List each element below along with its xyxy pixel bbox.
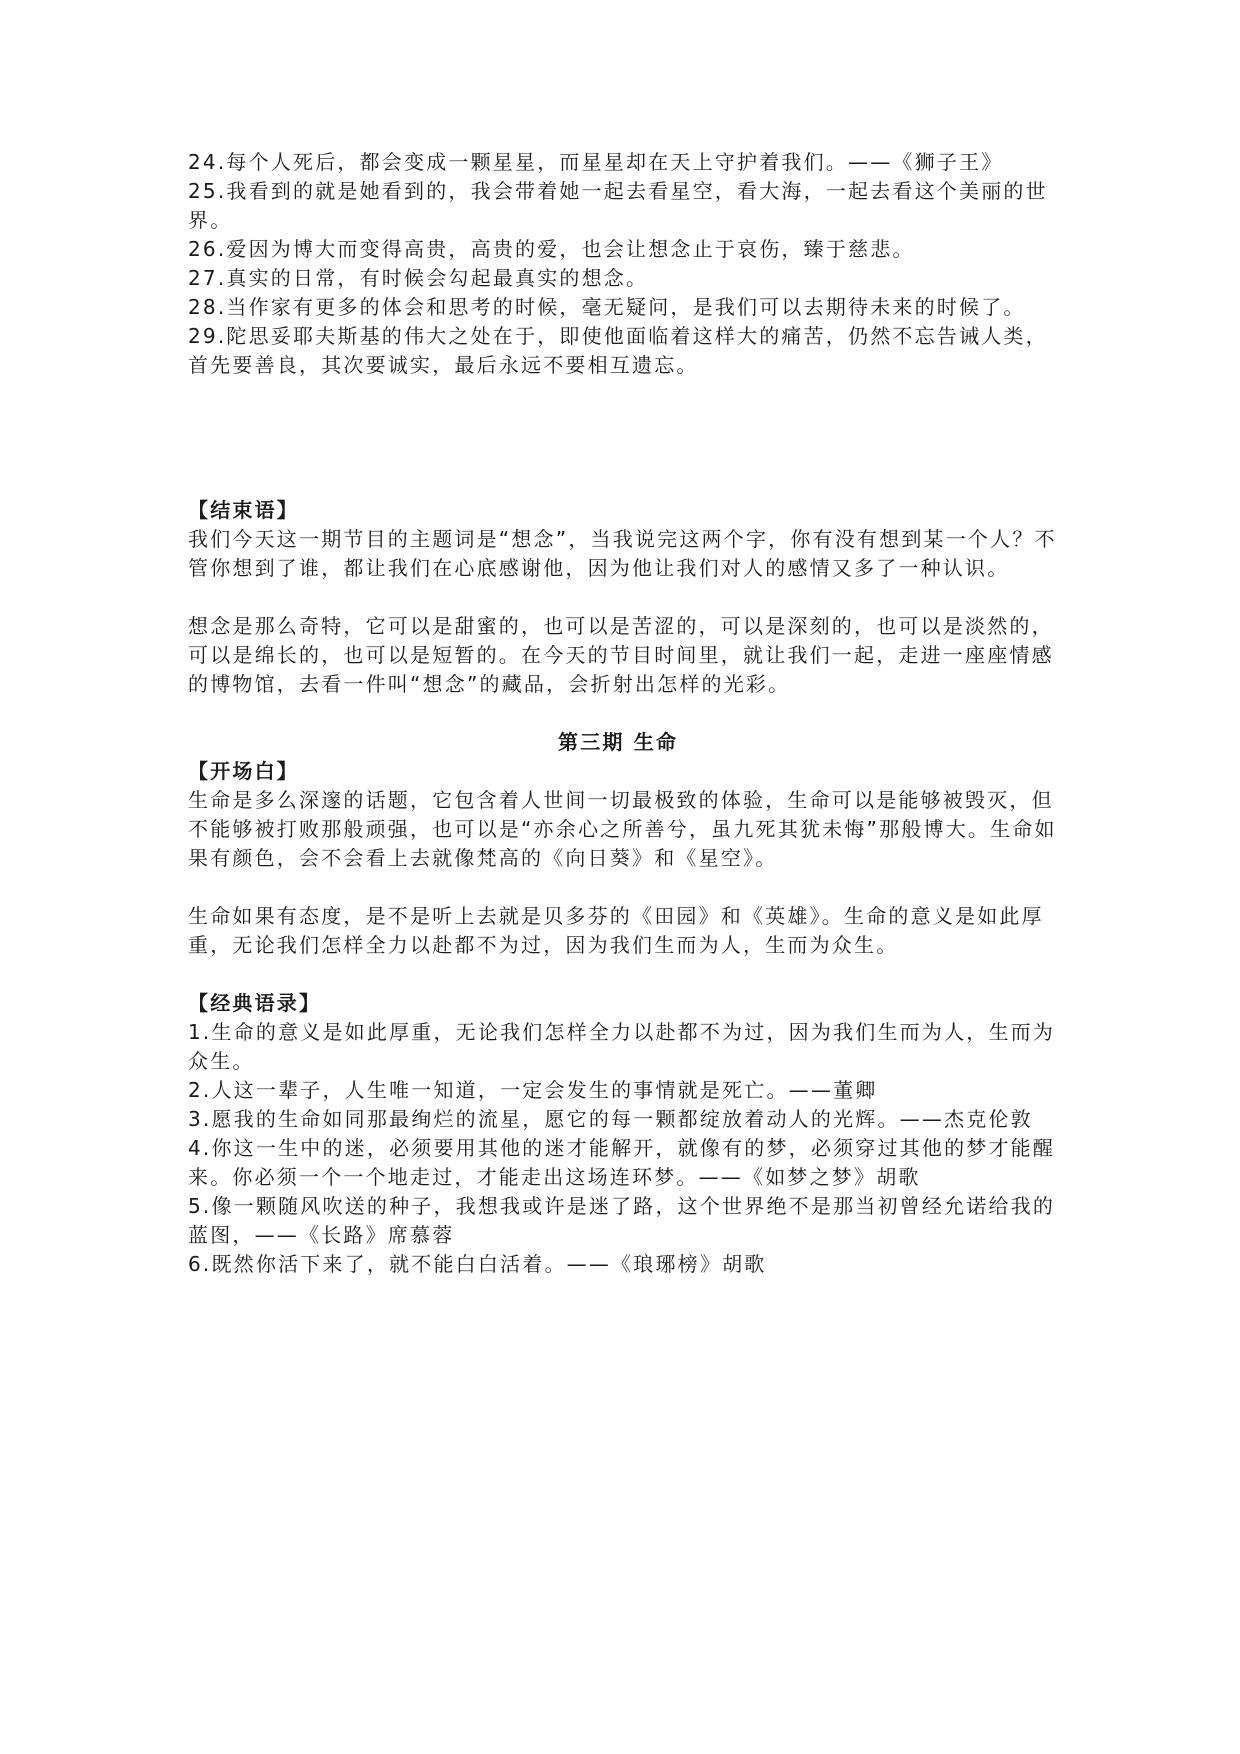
episode-title: 第三期 生命 (558, 730, 679, 754)
closing-paragraph: 我们今天这一期节目的主题词是“想念”，当我说完这两个字，你有没有想到某一个人？不管你想到了谁，都让我们在心底感谢他，因为他让我们对人的感情又多了一种认识。 (188, 527, 1057, 580)
opening-paragraph: 生命如果有态度，是不是听上去就是贝多芬的《田园》和《英雄》。生命的意义是如此厚重，无论我们怎样全力以赴都不为过，因为我们生而为人，生而为众生。 (188, 904, 1044, 957)
document-page (188, 148, 1058, 1279)
quote-item: 4.你这一生中的迷，必须要用其他的迷才能解开，就像有的梦，必须穿过其他的梦才能醒来。你必须一个一个地走过，才能走出这场连环梦。——《如梦之梦》胡歌 (188, 1136, 1056, 1189)
quote-item: 6.既然你活下来了，就不能白白活着。——《琅琊榜》胡歌 (188, 1252, 767, 1276)
spacer (188, 583, 1058, 612)
quote-item: 1.生命的意义是如此厚重，无论我们怎样全力以赴都不为过，因为我们生而为人，生而为众生。 (188, 1020, 1056, 1073)
spacer (188, 960, 1058, 989)
quote-item: 24.每个人死后，都会变成一颗星星，而星星却在天上守护着我们。——《狮子王》 (188, 150, 1004, 174)
quote-item: 28.当作家有更多的体会和思考的时候，毫无疑问，是我们可以去期待未来的时候了。 (188, 295, 1026, 319)
quote-item: 5.像一颗随风吹送的种子，我想我或许是迷了路，这个世界绝不是那当初曾经允诺给我的蓝图，——《长路》席慕蓉 (188, 1194, 1056, 1247)
quote-item: 3.愿我的生命如同那最绚烂的流星，愿它的每一颗都绽放着动人的光辉。——杰克伦敦 (188, 1107, 1033, 1131)
opening-heading: 【开场白】 (188, 759, 299, 783)
quotes-heading: 【经典语录】 (188, 991, 322, 1015)
quote-item: 26.爱因为博大而变得高贵，高贵的爱，也会让想念止于哀伤，臻于慈悲。 (188, 237, 915, 261)
spacer (188, 380, 1058, 496)
quote-item: 2.人这一辈子，人生唯一知道，一定会发生的事情就是死亡。——董卿 (188, 1078, 878, 1102)
closing-paragraph: 想念是那么奇特，它可以是甜蜜的，也可以是苦涩的，可以是深刻的，也可以是淡然的，可以是绵长的，也可以是短暂的。在今天的节目时间里，就让我们一起，走进一座座情感的博物馆，去看一件叫“想念”的藏品，会折射出怎样的光彩。 (188, 614, 1054, 696)
spacer (188, 873, 1058, 902)
quote-item: 25.我看到的就是她看到的，我会带着她一起去看星空，看大海，一起去看这个美丽的世界。 (188, 179, 1048, 232)
closing-heading: 【结束语】 (188, 498, 299, 522)
spacer (188, 699, 1058, 728)
quote-item: 29.陀思妥耶夫斯基的伟大之处在于，即使他面临着这样大的痛苦，仍然不忘告诫人类，首先要善良，其次要诚实，最后永远不要相互遗忘。 (188, 324, 1048, 377)
quote-item: 27.真实的日常，有时候会勾起最真实的想念。 (188, 266, 649, 290)
opening-paragraph: 生命是多么深邃的话题，它包含着人世间一切最极致的体验，生命可以是能够被毁灭，但不能够被打败那般顽强，也可以是“亦余心之所善兮，虽九死其犹未悔”那般博大。生命如果有颜色，会不会看上去就像梵高的《向日葵》和《星空》。 (188, 788, 1057, 870)
